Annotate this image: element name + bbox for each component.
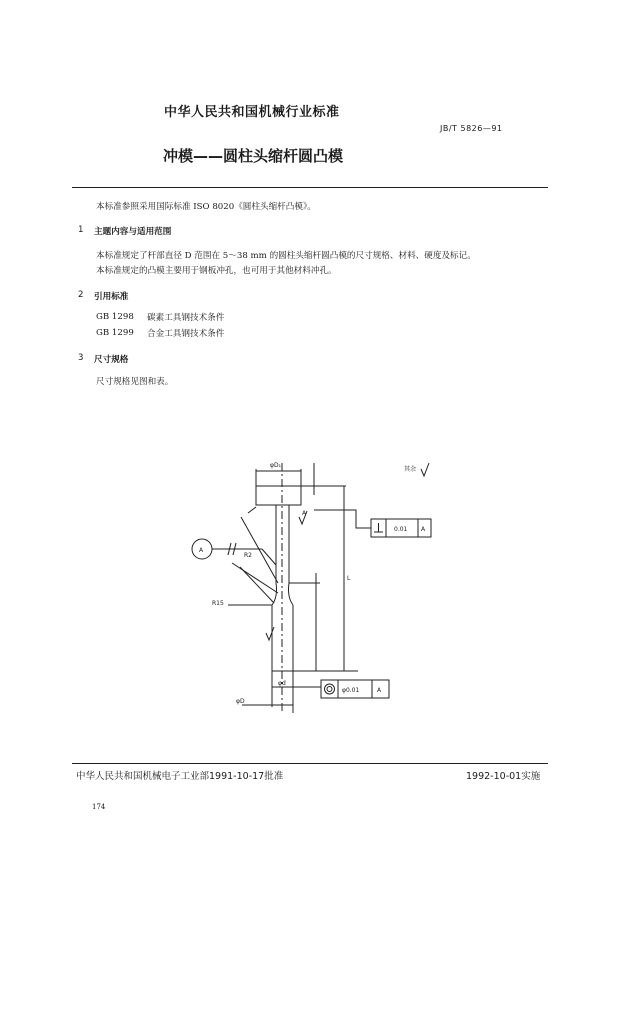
section-1-line-1: 本标准规定了杆部直径 D 范围在 5～38 mm 的圆柱头缩杆圆凸模的尺寸规格、材料、硬度及标记。 — [96, 251, 476, 261]
section-1-line-2: 本标准规定的凸模主要用于钢板冲孔，也可用于其他材料冲孔。 — [96, 266, 337, 276]
bottom-diameter-label: φD — [236, 698, 245, 705]
standard-code: JB/T 5826—91 — [440, 124, 503, 133]
header-divider — [72, 187, 548, 188]
coax-tolerance-value: φ0.01 — [342, 687, 360, 694]
footer-divider — [72, 763, 548, 764]
section-1-heading: 主题内容与适用范围 — [94, 227, 172, 237]
section-3-number: 3 — [78, 353, 84, 363]
section-2-number: 2 — [78, 290, 84, 300]
page-number: 174 — [92, 803, 106, 811]
implementation-date: 1992-10-01实施 — [466, 771, 541, 782]
head-diameter-label: φD₁ — [270, 462, 281, 469]
section-3-line-1: 尺寸规格见图和表。 — [96, 377, 174, 387]
taper-right — [289, 583, 294, 605]
length-label: L — [347, 575, 351, 582]
approval-note: 中华人民共和国机械电子工业部1991-10-17批准 — [76, 771, 284, 782]
radius-big-label: R15 — [212, 600, 224, 607]
section-1-number: 1 — [78, 225, 84, 235]
ref-1-title: 碳素工具钢技术条件 — [147, 313, 225, 323]
punch-technical-drawing — [186, 455, 456, 720]
punch-head-outline — [256, 486, 301, 505]
section-2-heading: 引用标准 — [94, 292, 129, 302]
datum-a-head-label: A — [302, 510, 307, 517]
standard-organization: 中华人民共和国机械行业标准 — [164, 105, 340, 120]
ref-2-code: GB 1299 — [96, 328, 134, 338]
document-title: 冲模——圆柱头缩杆圆凸模 — [163, 147, 344, 165]
perp-datum: A — [421, 526, 426, 533]
coax-datum: A — [377, 687, 382, 694]
section-3-heading: 尺寸规格 — [94, 355, 129, 365]
roughness-rest-label: 其余 — [404, 466, 417, 473]
datum-a-label: A — [199, 547, 204, 554]
radius-small-label: R2 — [244, 552, 252, 559]
perp-tolerance-value: 0.01 — [394, 526, 408, 533]
intro-paragraph: 本标准参照采用国际标准 ISO 8020《圆柱头缩杆凸模》。 — [96, 202, 316, 212]
tip-diameter-label: φd — [278, 680, 286, 687]
ref-2-title: 合金工具钢技术条件 — [147, 329, 225, 339]
ref-1-code: GB 1298 — [96, 312, 134, 322]
